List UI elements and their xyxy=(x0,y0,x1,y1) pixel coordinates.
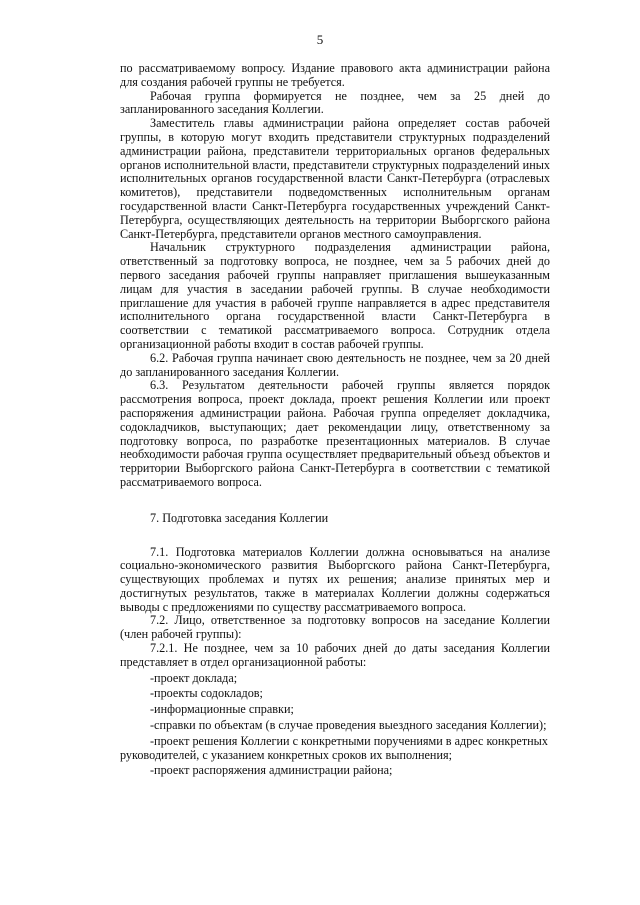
list-item-draft-decision: -проект решения Коллегии с конкретными поручениями в адрес конкретных руководителей, с указанием конкретных сроков их выполнения; xyxy=(120,733,548,762)
list-item-draft-order: -проект распоряжения администрации района; xyxy=(150,763,393,778)
paragraph-7-2-1: 7.2.1. Не позднее, чем за 10 рабочих дней до даты заседания Коллегии представляет в отдел организационной работы: xyxy=(120,641,550,669)
list-item-info-notes: -информационные справки; xyxy=(150,702,294,717)
paragraph-6-2: 6.2. Рабочая группа начинает свою деятельность не позднее, чем за 20 дней до запланированного заседания Коллегии. xyxy=(120,350,550,379)
spacer xyxy=(120,526,550,546)
spacer xyxy=(120,490,550,512)
section-heading-7: 7. Подготовка заседания Коллегии xyxy=(150,510,329,525)
document-body xyxy=(120,62,550,778)
paragraph-continuation: по рассматриваемому вопросу. Издание правового акта администрации района для создания рабочей группы не требуется. xyxy=(120,61,550,89)
list-item-co-reports: -проекты содокладов; xyxy=(150,686,263,701)
paragraph-group-composition: Заместитель главы администрации района определяет состав рабочей группы, в которую могут входить представители структурных подразделений администрации района, представители территориальных органов федеральных органов исполнительной власти, представители структурных подразделений иных исполнительных органов государственной власти Санкт-Петербурга (отраслевых комитетов), представители подведомственных исполнительным органам государственной власти Санкт-Петербурга государственных учреждений Санкт-Петербурга, осуществляющих деятельность на территории Выборгского района Санкт-Петербурга, представители органов местного самоуправления. xyxy=(120,116,550,241)
paragraph-group-formation: Рабочая группа формируется не позднее, чем за 25 дней до запланированного заседания Коллегии. xyxy=(120,88,550,117)
list-item-site-notes: -справки по объектам (в случае проведения выездного заседания Коллегии); xyxy=(150,718,547,733)
paragraph-7-2: 7.2. Лицо, ответственное за подготовку вопросов на заседание Коллегии (член рабочей группы): xyxy=(120,613,550,642)
paragraph-6-3: 6.3. Результатом деятельности рабочей группы является порядок рассмотрения вопроса, проект доклада, проект решения Коллегии или проект распоряжения администрации района. Рабочая группа определяет докладчика, содокладчиков, выступающих; дает рекомендации лицу, ответственному за подготовку вопроса, по разработке презентационных материалов. В случае необходимости рабочая группа осуществляет предварительный объезд объектов и территории Выборгского района Санкт-Петербурга в соответствии с тематикой рассматриваемого вопроса. xyxy=(120,378,550,489)
list-item-draft-report: -проект доклада; xyxy=(150,670,238,685)
paragraph-invitations: Начальник структурного подразделения администрации района, ответственный за подготовку вопроса, не позднее, чем за 5 рабочих дней до первого заседания рабочей группы направляет приглашения вышеуказанным лицам для участия в заседании рабочей группы. В случае необходимости приглашение для участия в рабочей группе направляется в адрес представителя исполнительного органа государственной власти Санкт-Петербурга в соответствии с тематикой рассматриваемого вопроса. Сотрудник отдела организационной работы входит в состав рабочей группы. xyxy=(120,240,550,351)
paragraph-7-1: 7.1. Подготовка материалов Коллегии должна основываться на анализе социально-экономического развития Выборгского района Санкт-Петербурга, существующих проблемах и путях их решения; анализе принятых мер и достигнутых результатов, также в материалах Коллегии должны содержаться выводы с предложениями по существу рассматриваемого вопроса. xyxy=(120,544,550,614)
page-number: 5 xyxy=(316,32,324,47)
